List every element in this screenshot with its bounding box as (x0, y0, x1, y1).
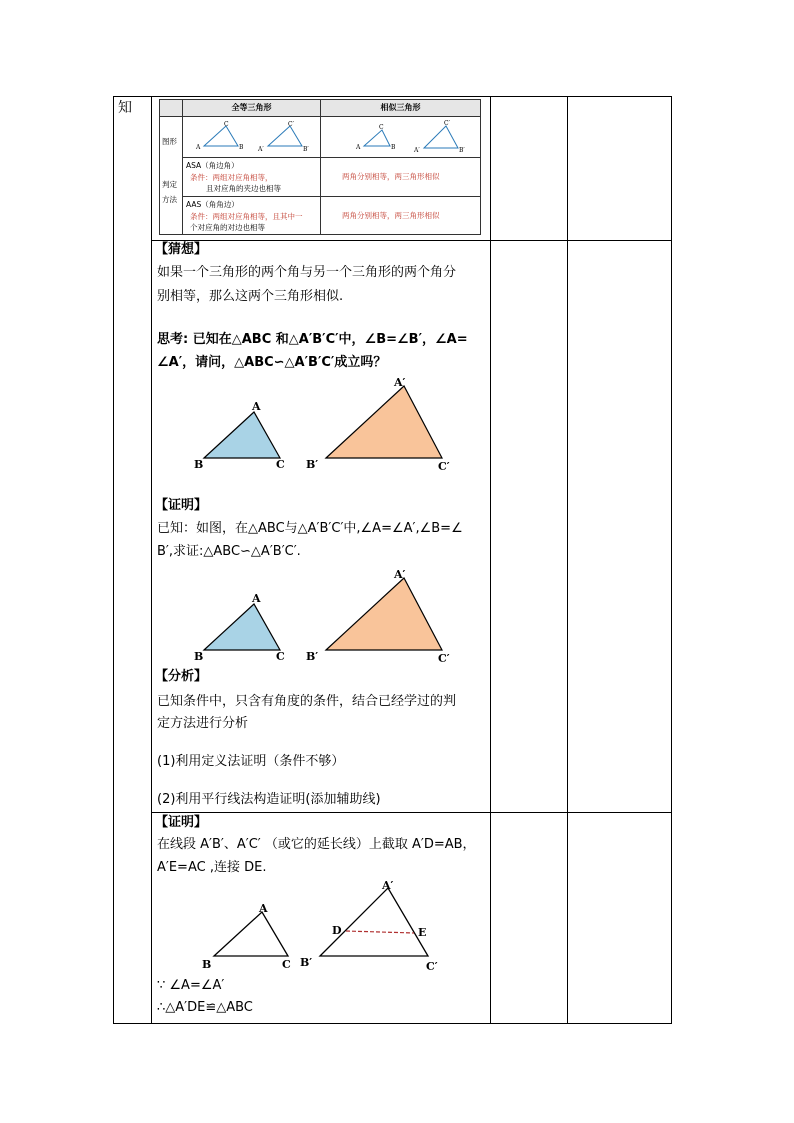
table-left-border (113, 96, 114, 1024)
fig3-label-c: C (282, 958, 291, 971)
proof2-step-1: ∵ ∠A=∠A′ (157, 978, 225, 993)
analysis-line-2: 定方法进行分析 (157, 716, 249, 731)
fig3-label-b: B (202, 958, 212, 971)
row-divider-2 (151, 812, 672, 813)
guess-line-1: 如果一个三角形的两个角与另一个三角形的两个角分 (157, 265, 457, 280)
col-divider-2 (490, 96, 491, 1024)
table-bottom-border (113, 1023, 672, 1024)
similar-triangles-figure (350, 118, 470, 156)
proof2-heading: 【证明】 (155, 815, 208, 830)
fig3-label-d: D (332, 924, 342, 937)
aas-condition-2: 个对应角的对边也相等 (190, 223, 265, 232)
label-c: C (379, 124, 384, 131)
fig2-label-b-prime: B′ (306, 650, 319, 663)
proof2-step-2: ∴△A′DE≌△ABC (157, 1000, 253, 1015)
proof1-line-1: 已知：如图，在△ABC与△A′B′C′中,∠A=∠A′,∠B=∠ (157, 521, 463, 536)
triangles-figure-1 (190, 372, 470, 477)
think-line-2: ∠A′，请问，△ABC∽△A′B′C′成立吗？ (157, 355, 387, 370)
fig3-label-c-prime: C′ (426, 960, 438, 973)
fig3-label-a-prime: A′ (382, 879, 394, 892)
label-a-prime: A′ (258, 146, 264, 153)
aas-title: AAS（角角边） (186, 200, 239, 209)
row-label-judge-2: 方法 (162, 195, 177, 204)
label-a-prime: A′ (414, 147, 420, 154)
label-c: C (224, 121, 229, 128)
analysis-method-1: (1)利用定义法证明（条件不够） (157, 754, 345, 769)
label-b: B (391, 144, 396, 151)
fig2-label-c-prime: C′ (438, 652, 450, 665)
fig2-label-b: B (194, 650, 204, 663)
similar-condition-1: 两角分别相等，两三角形相似 (342, 172, 440, 181)
proof1-line-2: B′,求证:△ABC∽△A′B′C′. (157, 544, 301, 559)
label-b-prime: B′ (303, 146, 309, 153)
guess-heading: 【猜想】 (155, 242, 208, 257)
label-a: A (196, 144, 201, 151)
fig1-label-c: C (276, 458, 285, 471)
label-c-prime: C′ (444, 120, 450, 127)
row-divider-1 (151, 240, 672, 241)
fig2-label-a-prime: A′ (394, 568, 406, 581)
think-line-1: 思考: 已知在△ABC 和△A′B′C′中，∠B=∠B′，∠A= (157, 332, 468, 347)
guess-line-2: 别相等，那么这两个三角形相似. (157, 289, 344, 304)
label-b: B (239, 144, 244, 151)
asa-condition-2: 且对应角的夹边也相等 (206, 184, 281, 193)
construction-figure (196, 876, 456, 976)
col-divider-1 (151, 96, 152, 1024)
fig1-label-a: A (252, 400, 261, 413)
triangles-figure-2 (190, 562, 470, 667)
fig1-label-c-prime: C′ (438, 460, 450, 473)
fig2-label-c: C (276, 650, 285, 663)
fig1-label-b-prime: B′ (306, 458, 319, 471)
label-a: A (356, 144, 361, 151)
row-label-judge-1: 判定 (162, 180, 177, 189)
analysis-heading: 【分析】 (155, 669, 208, 684)
comparison-table (159, 99, 481, 235)
proof2-line-1: 在线段 A′B′、A′C′ （或它的延长线）上截取 A′D=AB， (157, 837, 476, 852)
asa-title: ASA（角边角） (186, 161, 239, 170)
fig3-label-b-prime: B′ (300, 956, 313, 969)
label-b-prime: B′ (459, 147, 465, 154)
analysis-line-1: 已知条件中，只含有角度的条件，结合已经学过的判 (157, 694, 457, 709)
asa-condition-1: 条件：两组对应角相等， (190, 173, 273, 182)
table-right-border (671, 96, 672, 1024)
aas-condition-1: 条件：两组对应角相等，且其中一 (190, 212, 303, 221)
fig2-label-a: A (252, 592, 261, 605)
fig1-label-a-prime: A′ (394, 376, 406, 389)
left-col-char: 知 (118, 100, 132, 116)
col-divider-3 (567, 96, 568, 1024)
congruent-triangles-figure (186, 118, 316, 156)
label-c-prime: C′ (288, 121, 294, 128)
header-similar: 相似三角形 (380, 103, 421, 112)
proof1-heading: 【证明】 (155, 498, 208, 513)
fig1-label-b: B (194, 458, 204, 471)
similar-condition-2: 两角分别相等，两三角形相似 (342, 211, 440, 220)
fig3-label-a: A (259, 902, 268, 915)
proof2-line-2: A′E=AC ,连接 DE. (157, 860, 267, 875)
fig3-label-e: E (418, 926, 427, 939)
row-label-figure: 图形 (162, 137, 177, 146)
analysis-method-2: (2)利用平行线法构造证明(添加辅助线) (157, 792, 381, 807)
table-top-border (113, 96, 672, 97)
header-congruent: 全等三角形 (231, 103, 272, 112)
